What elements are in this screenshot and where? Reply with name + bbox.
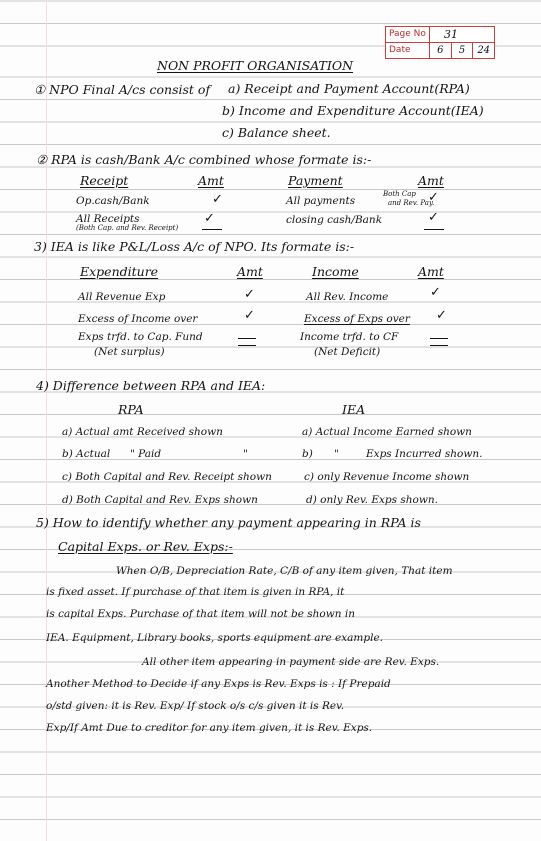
s2-payments-note-2: and Rev. Pay. (388, 199, 435, 207)
s4-c-right: c) only Revenue Income shown (304, 471, 470, 483)
total-line (424, 229, 444, 230)
s4-d-left: d) Both Capital and Rev. Exps shown (62, 494, 258, 506)
s3-col-income: Income (312, 264, 359, 279)
s5-heading-1: 5) How to identify whether any payment appearing in RPA is (36, 515, 421, 530)
s3-net-surplus: (Net surplus) (94, 346, 165, 358)
s4-a-left: a) Actual amt Received shown (62, 426, 223, 438)
s3-col-amt-1: Amt (237, 264, 263, 279)
s3-excess-income: Excess of Income over (78, 313, 198, 325)
s4-col-iea: IEA (342, 402, 366, 417)
s2-col-receipt: Receipt (80, 173, 129, 188)
s2-op-cash: Op.cash/Bank (76, 195, 150, 207)
s3-heading: 3) IEA is like P&L/Loss A/c of NPO. Its formate is:- (34, 239, 355, 254)
s5-line-7: o/std given: it is Rev. Exp/ If stock o/s c/s given it is Rev. (46, 700, 345, 712)
page-margin-line (46, 0, 47, 841)
s2-closing-cash: closing cash/Bank (286, 214, 383, 226)
page-no-value: 31 (444, 28, 458, 41)
check-icon: ✓ (204, 211, 215, 226)
s1-lead: ① NPO Final A/cs consist of (34, 82, 211, 97)
total-line (202, 229, 222, 230)
s3-col-amt-2: Amt (418, 264, 444, 279)
s3-exps-trfd: Exps trfd. to Cap. Fund (78, 331, 203, 343)
check-icon: ✓ (436, 308, 447, 323)
s3-net-deficit: (Net Deficit) (314, 346, 381, 358)
s5-line-1: When O/B, Depreciation Rate, C/B of any item given, That item (116, 565, 453, 577)
double-total-line (430, 338, 448, 346)
page-date-box (385, 26, 495, 59)
s2-payments-note-1: Both Cap (383, 190, 416, 198)
date-month: 5 (452, 43, 474, 58)
s1-item-b: b) Income and Expenditure Account(IEA) (222, 103, 484, 118)
s4-b-right-2: " (334, 448, 339, 460)
s4-b-right-1: b) (302, 448, 313, 460)
check-icon: ✓ (428, 210, 439, 225)
check-icon: ✓ (244, 287, 255, 302)
s4-b-right-3: Exps Incurred shown. (366, 448, 483, 460)
s2-all-receipts: All Receipts (76, 213, 140, 225)
check-icon: ✓ (244, 308, 255, 323)
date-year: 24 (477, 45, 491, 56)
double-total-line (238, 338, 256, 346)
s4-b-left-2: " Paid (130, 448, 162, 460)
s4-b-left-3: " (243, 448, 248, 460)
s5-line-5: All other item appearing in payment side are Rev. Exps. (142, 656, 440, 668)
page-number-row (386, 27, 494, 43)
s5-line-4: IEA. Equipment, Library books, sports equipment are example. (46, 632, 384, 644)
s1-item-a: a) Receipt and Payment Account(RPA) (228, 81, 470, 96)
s5-line-8: Exp/If Amt Due to creditor for any item given, it is Rev. Exps. (46, 722, 373, 734)
date-label: Date (386, 43, 430, 58)
s2-col-amt-1: Amt (198, 173, 224, 188)
s2-col-payment: Payment (288, 173, 343, 188)
s3-col-expenditure: Expenditure (80, 264, 159, 279)
s4-col-rpa: RPA (118, 402, 144, 417)
s4-c-left: c) Both Capital and Rev. Receipt shown (62, 471, 272, 483)
s3-all-rev-exp: All Revenue Exp (78, 291, 166, 303)
s5-heading-2: Capital Exps. or Rev. Exps:- (58, 539, 233, 554)
s3-all-rev-income: All Rev. Income (306, 291, 389, 303)
s5-line-6: Another Method to Decide if any Exps is Rev. Exps is : If Prepaid (46, 678, 391, 690)
s3-excess-exps: Excess of Exps over (304, 313, 410, 325)
s2-receipts-note: (Both Cap. and Rev. Receipt) (76, 224, 179, 232)
check-icon: ✓ (212, 192, 223, 207)
s4-b-left-1: b) Actual (62, 448, 111, 460)
s4-heading: 4) Difference between RPA and IEA: (36, 378, 266, 393)
s4-a-right: a) Actual Income Earned shown (302, 426, 472, 438)
date-day: 6 (430, 43, 452, 58)
date-row (386, 43, 494, 58)
s5-line-2: is fixed asset. If purchase of that item is given in RPA, it (46, 586, 345, 598)
page-no-label: Page No (386, 27, 430, 42)
s1-item-c: c) Balance sheet. (222, 125, 331, 140)
s2-heading: ② RPA is cash/Bank A/c combined whose formate is:- (36, 152, 372, 167)
s2-col-amt-2: Amt (418, 173, 444, 188)
s5-line-3: is capital Exps. Purchase of that item will not be shown in (46, 608, 355, 620)
check-icon: ✓ (428, 190, 439, 205)
check-icon: ✓ (430, 285, 441, 300)
s3-income-trfd: Income trfd. to CF (300, 331, 399, 343)
s2-all-payments: All payments (286, 195, 356, 207)
page-title: NON PROFIT ORGANISATION (157, 58, 354, 73)
s4-d-right: d) only Rev. Exps shown. (306, 494, 438, 506)
